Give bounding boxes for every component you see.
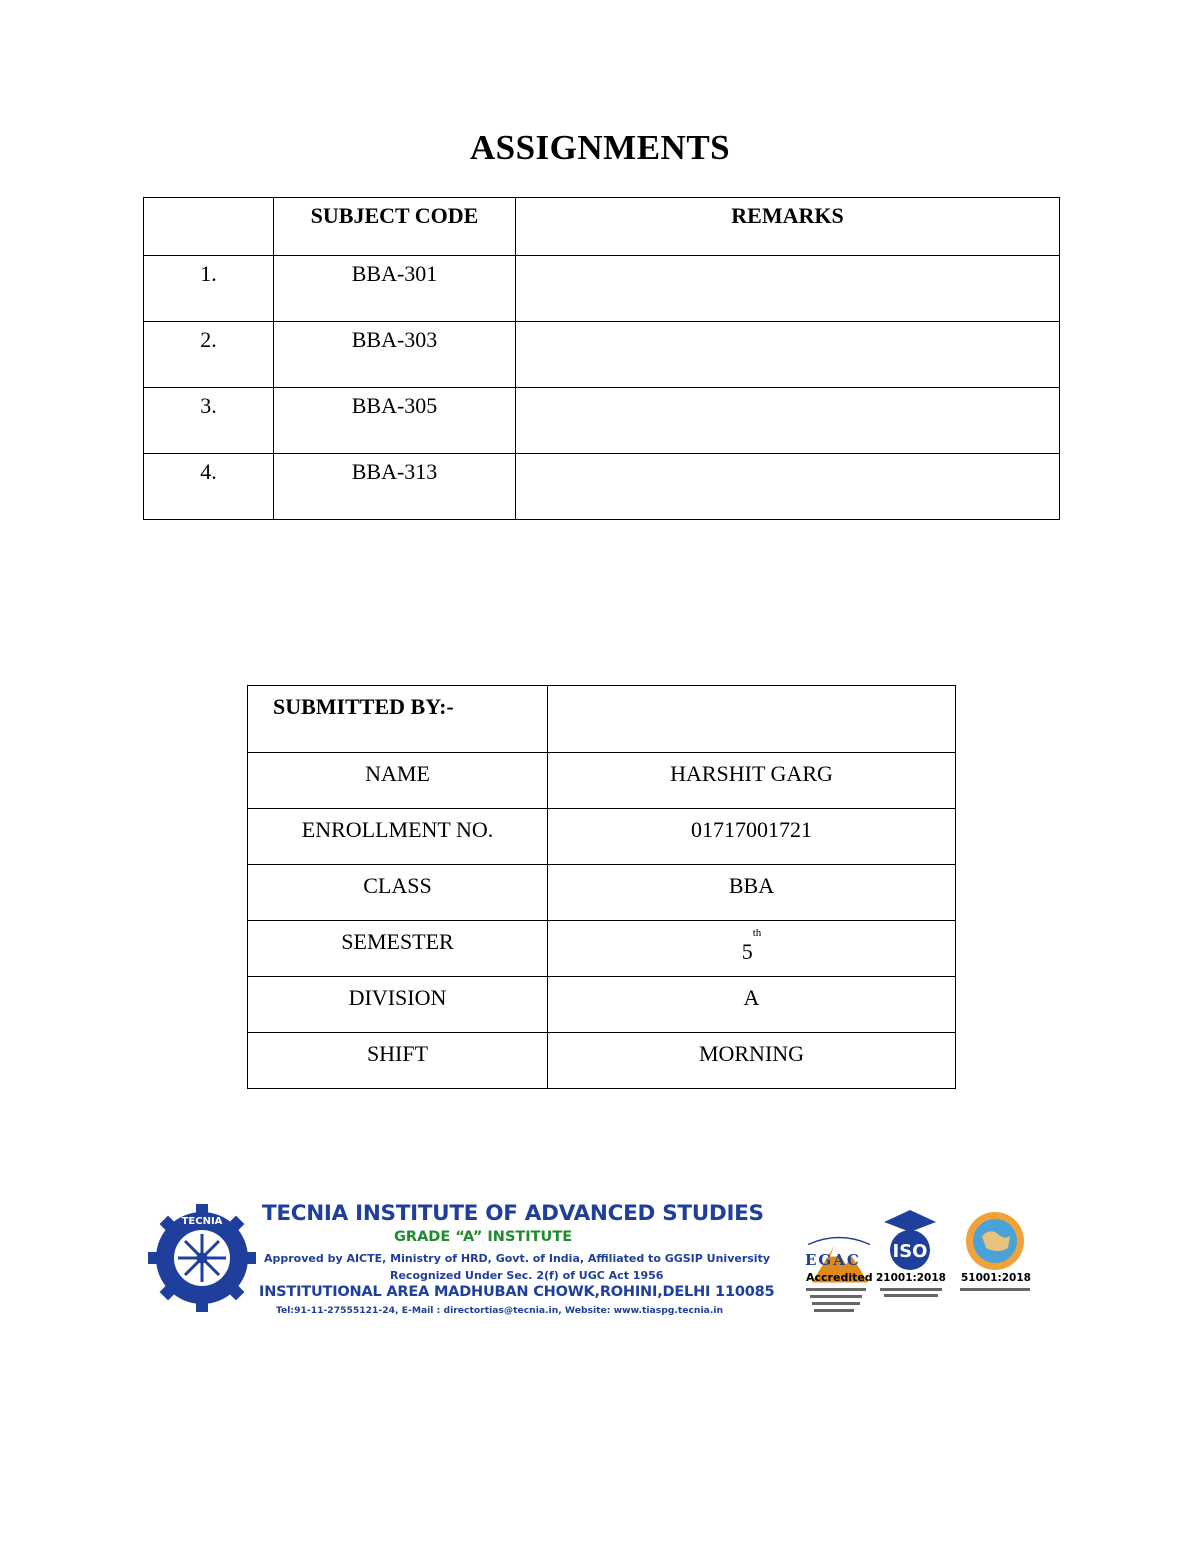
institute-footer-banner bbox=[140, 1198, 1040, 1323]
row-serial: 1. bbox=[144, 256, 274, 322]
table-row bbox=[248, 1033, 956, 1089]
recognition-line: Recognized Under Sec. 2(f) of UGC Act 1956 bbox=[390, 1269, 664, 1282]
semester-number: 5 bbox=[741, 939, 753, 964]
fine-print bbox=[960, 1288, 1030, 1291]
row-subject-code: BBA-303 bbox=[274, 322, 516, 388]
table-row bbox=[144, 454, 1060, 520]
fine-print bbox=[814, 1309, 854, 1312]
field-value-enrollment: 01717001721 bbox=[548, 809, 956, 865]
row-remarks bbox=[516, 256, 1060, 322]
field-value-shift: MORNING bbox=[548, 1033, 956, 1089]
table-row bbox=[144, 256, 1060, 322]
institute-name: TECNIA INSTITUTE OF ADVANCED STUDIES bbox=[262, 1201, 764, 1226]
field-value-name: HARSHIT GARG bbox=[548, 753, 956, 809]
row-remarks bbox=[516, 322, 1060, 388]
tecnia-gear-logo bbox=[146, 1202, 258, 1314]
field-label-enrollment: ENROLLMENT NO. bbox=[248, 809, 548, 865]
svg-text:TECNIA: TECNIA bbox=[181, 1216, 223, 1227]
egac-accredited: Accredited bbox=[806, 1271, 873, 1284]
row-subject-code: BBA-305 bbox=[274, 388, 516, 454]
header-serial bbox=[144, 198, 274, 256]
submitted-by-value bbox=[548, 686, 956, 753]
fine-print bbox=[810, 1295, 862, 1298]
row-subject-code: BBA-313 bbox=[274, 454, 516, 520]
page-title: ASSIGNMENTS bbox=[469, 128, 731, 167]
row-remarks bbox=[516, 388, 1060, 454]
table-row bbox=[248, 753, 956, 809]
table-row bbox=[144, 388, 1060, 454]
iso-standard-21001: 21001:2018 bbox=[876, 1272, 946, 1284]
iso-standard-51001: 51001:2018 bbox=[961, 1272, 1031, 1284]
fine-print bbox=[880, 1288, 942, 1291]
approval-line: Approved by AICTE, Ministry of HRD, Govt. of India, Affiliated to GGSIP University bbox=[264, 1252, 770, 1265]
table-row bbox=[144, 322, 1060, 388]
submitted-by-label: SUBMITTED BY:- bbox=[248, 686, 548, 753]
header-subject-code: SUBJECT CODE bbox=[274, 198, 516, 256]
row-subject-code: BBA-301 bbox=[274, 256, 516, 322]
semester-suffix: th bbox=[752, 927, 762, 939]
institute-address: INSTITUTIONAL AREA MADHUBAN CHOWK,ROHINI,DELHI 110085 bbox=[259, 1284, 775, 1300]
fine-print bbox=[884, 1294, 938, 1297]
field-value-semester bbox=[548, 921, 956, 977]
table-header-row bbox=[144, 198, 1060, 256]
table-row bbox=[248, 977, 956, 1033]
globe-logo bbox=[964, 1210, 1026, 1272]
row-serial: 2. bbox=[144, 322, 274, 388]
iso-logo bbox=[878, 1206, 942, 1272]
table-row bbox=[248, 865, 956, 921]
row-remarks bbox=[516, 454, 1060, 520]
iso-label: ISO bbox=[892, 1241, 928, 1262]
institute-grade: GRADE “A” INSTITUTE bbox=[394, 1229, 573, 1245]
field-label-division: DIVISION bbox=[248, 977, 548, 1033]
row-serial: 4. bbox=[144, 454, 274, 520]
table-row bbox=[248, 809, 956, 865]
field-label-class: CLASS bbox=[248, 865, 548, 921]
contact-line: Tel:91-11-27555121-24, E-Mail : directortias@tecnia.in, Website: www.tiaspg.tecnia.in bbox=[276, 1305, 724, 1316]
field-label-shift: SHIFT bbox=[248, 1033, 548, 1089]
field-value-division: A bbox=[548, 977, 956, 1033]
assignments-table bbox=[143, 197, 1060, 520]
field-label-name: NAME bbox=[248, 753, 548, 809]
header-remarks: REMARKS bbox=[516, 198, 1060, 256]
submission-header-row bbox=[248, 686, 956, 753]
fine-print bbox=[812, 1302, 860, 1305]
fine-print bbox=[806, 1288, 866, 1291]
field-value-class: BBA bbox=[548, 865, 956, 921]
submission-table bbox=[247, 685, 956, 1089]
egac-label: EGAC bbox=[805, 1251, 861, 1269]
row-serial: 3. bbox=[144, 388, 274, 454]
table-row bbox=[248, 921, 956, 977]
field-label-semester: SEMESTER bbox=[248, 921, 548, 977]
